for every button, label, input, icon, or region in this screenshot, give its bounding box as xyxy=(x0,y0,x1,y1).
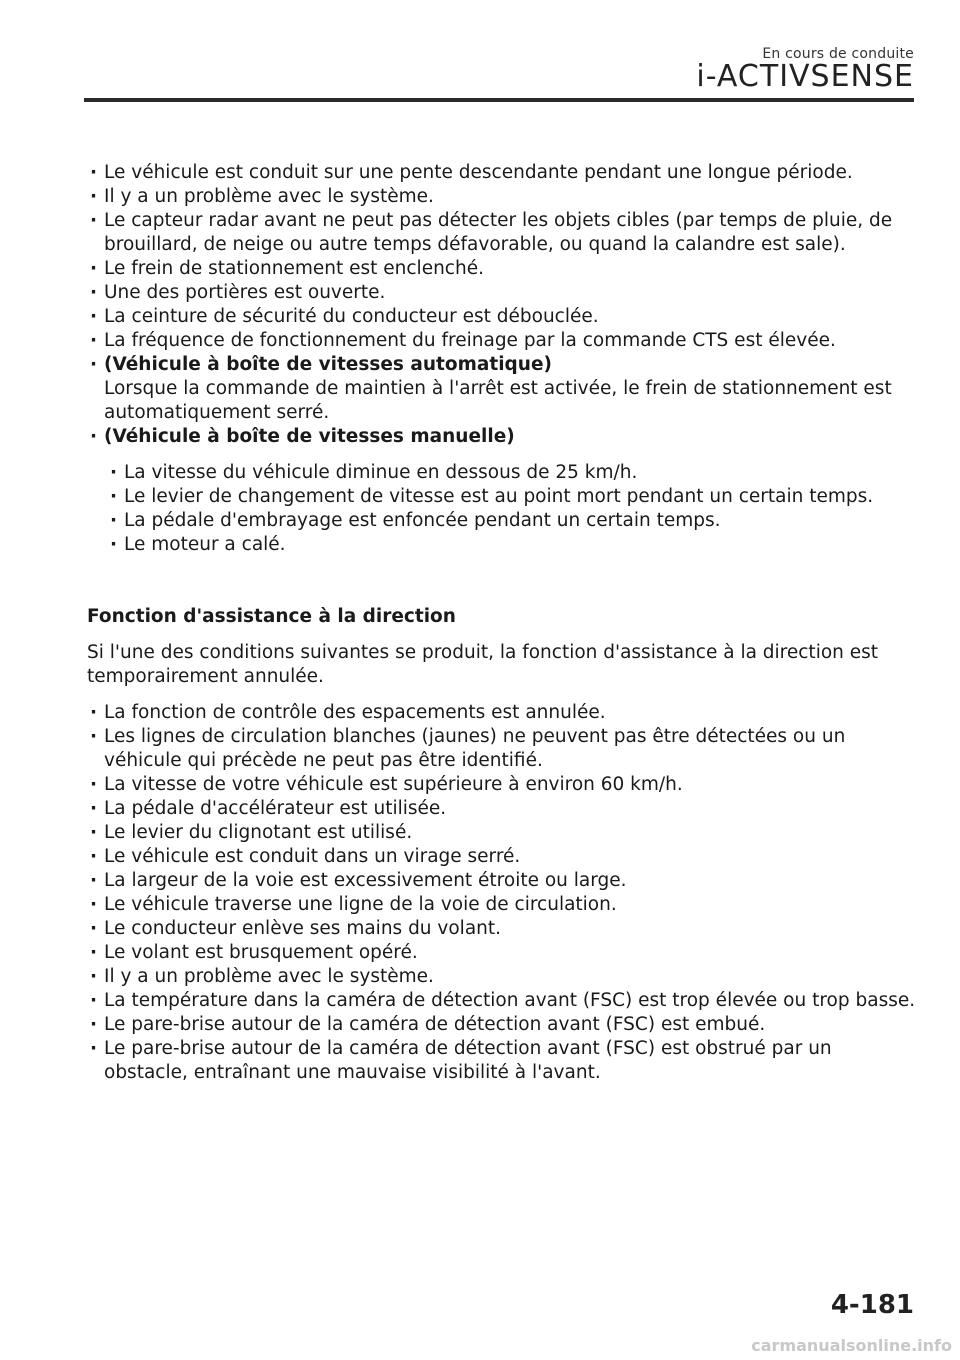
list-item: · Le volant est brusquement opéré. xyxy=(87,941,917,965)
list-item-manual xyxy=(87,425,917,449)
header-title: i-ACTIVSENSE xyxy=(696,59,914,94)
watermark: carmanualsonline.info xyxy=(751,1336,952,1355)
manual-title: (Véhicule à boîte de vitesses manuelle) xyxy=(104,426,515,447)
list-item: · La pédale d'embrayage est enfoncée pendant un certain temps. xyxy=(107,509,917,533)
list-item: · La fonction de contrôle des espacements est annulée. xyxy=(87,701,917,725)
page-content xyxy=(87,161,917,1085)
header-subtitle: En cours de conduite xyxy=(762,46,914,62)
list-item: · Le pare-brise autour de la caméra de détection avant (FSC) est obstrué par un obstacle, entraînant une mauvaise visibilité à l'avant. xyxy=(87,1037,917,1085)
conditions-list xyxy=(87,161,917,449)
list-item: · La largeur de la voie est excessivement étroite ou large. xyxy=(87,869,917,893)
list-item: · Le conducteur enlève ses mains du volant. xyxy=(87,917,917,941)
list-item: · Le moteur a calé. xyxy=(107,533,917,557)
list-item: · La ceinture de sécurité du conducteur est débouclée. xyxy=(87,305,917,329)
section-intro: Si l'une des conditions suivantes se produit, la fonction d'assistance à la direction est temporairement annulée. xyxy=(87,642,879,687)
automatic-title: (Véhicule à boîte de vitesses automatique) xyxy=(104,354,552,375)
list-item: · Le véhicule est conduit sur une pente descendante pendant une longue période. xyxy=(87,161,917,185)
automatic-text: Lorsque la commande de maintien à l'arrêt est activée, le frein de stationnement est automatiquement serré. xyxy=(104,378,892,423)
list-item: · La vitesse de votre véhicule est supérieure à environ 60 km/h. xyxy=(87,773,917,797)
list-item: · Le capteur radar avant ne peut pas détecter les objets cibles (par temps de pluie, de brouillard, de neige ou autre temps défavorable, ou quand la calandre est sale). xyxy=(87,209,917,257)
list-item: · La vitesse du véhicule diminue en dessous de 25 km/h. xyxy=(107,461,917,485)
header-rule xyxy=(84,98,914,102)
list-item: · Une des portières est ouverte. xyxy=(87,281,917,305)
page-number: 4-181 xyxy=(830,1290,914,1320)
list-item: · La pédale d'accélérateur est utilisée. xyxy=(87,797,917,821)
list-item: · Le levier de changement de vitesse est au point mort pendant un certain temps. xyxy=(107,485,917,509)
list-item: · Le frein de stationnement est enclenché. xyxy=(87,257,917,281)
list-item: · Le pare-brise autour de la caméra de détection avant (FSC) est embué. xyxy=(87,1013,917,1037)
steering-conditions-list xyxy=(87,701,917,1085)
section-title: Fonction d'assistance à la direction xyxy=(87,606,456,627)
list-item: · La fréquence de fonctionnement du freinage par la commande CTS est élevée. xyxy=(87,329,917,353)
list-item: · La température dans la caméra de détection avant (FSC) est trop élevée ou trop basse. xyxy=(87,989,917,1013)
list-item: · Le levier du clignotant est utilisé. xyxy=(87,821,917,845)
list-item: · Le véhicule est conduit dans un virage serré. xyxy=(87,845,917,869)
list-item-automatic xyxy=(87,353,917,425)
manual-sub-list xyxy=(87,461,917,557)
list-item: · Il y a un problème avec le système. xyxy=(87,185,917,209)
list-item: · Les lignes de circulation blanches (jaunes) ne peuvent pas être détectées ou un véhicule qui précède ne peut pas être identifié. xyxy=(87,725,917,773)
list-item: · Il y a un problème avec le système. xyxy=(87,965,917,989)
list-item: · Le véhicule traverse une ligne de la voie de circulation. xyxy=(87,893,917,917)
